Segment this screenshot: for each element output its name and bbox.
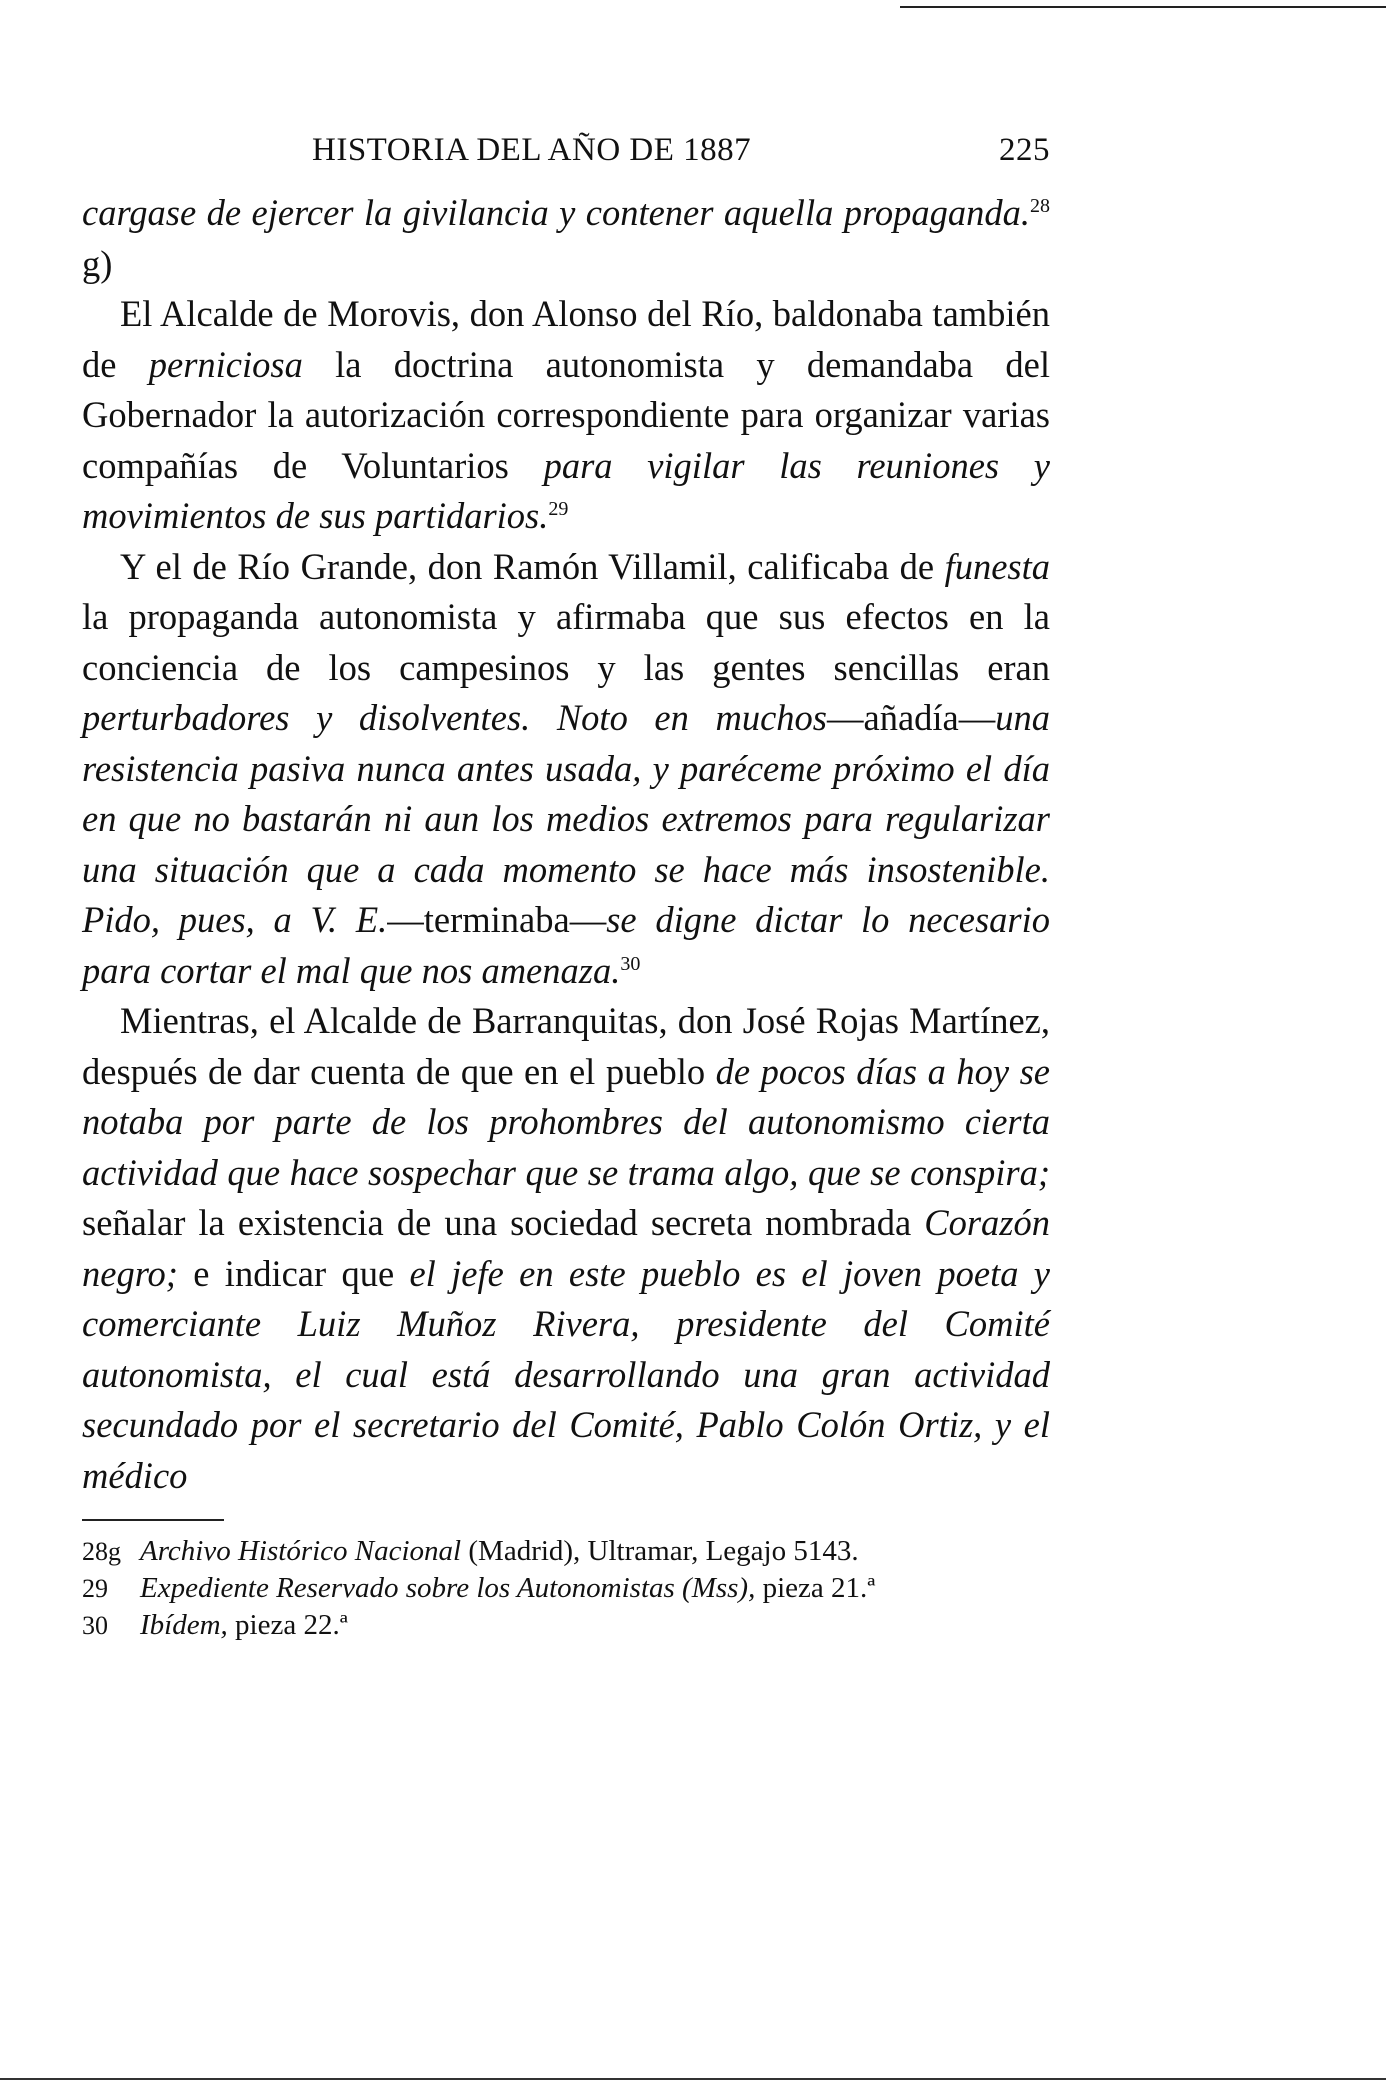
page-number: 225 xyxy=(999,132,1050,168)
italic-run: una resistencia pasiva nunca antes usada, y paréceme próximo el día en que no bastarán ni aun los medios extremos para regularizar una situación que a cada momento se hace más insostenible. Pido, pues, a V. E. xyxy=(82,697,1050,940)
italic-run: el jefe en este pueblo es el joven poeta y comerciante Luiz Muñoz Rivera, presidente del Comité autonomista, el cual está desarrollando una gran actividad secundado por el secretario del Comité, Pablo Colón Ortiz, y el médico xyxy=(82,1252,1050,1496)
body-text xyxy=(82,188,1050,1501)
footnote-number: 30 xyxy=(82,1611,108,1640)
bottom-edge-rule xyxy=(0,2078,1386,2080)
text-run: Y el de Río Grande, don Ramón Villamil, calificaba de xyxy=(120,545,945,587)
text-run: —añadía— xyxy=(827,697,996,738)
text-run: (Madrid), Ultramar, Legajo 5143. xyxy=(461,1535,859,1567)
paragraph xyxy=(82,542,1050,997)
footnote-number: 28g xyxy=(82,1537,121,1566)
text-run: pieza 21.ª xyxy=(755,1572,876,1604)
italic-run: Expediente Reservado sobre los Autonomistas (Mss), xyxy=(140,1572,756,1604)
text-run: —terminaba— xyxy=(387,899,607,940)
footnote-text xyxy=(140,1572,875,1604)
text-run: la doctrina autonomista y demandaba del Gobernador la autorización correspondiente para organizar varias compañías de Voluntarios xyxy=(82,343,1050,486)
italic-run: de pocos días a hoy se notaba por parte de los prohombres del autonomismo cierta actividad que hace sospechar que se trama algo, que se conspira; xyxy=(82,1050,1050,1193)
text-run: e indicar que xyxy=(177,1252,410,1294)
footnote-text xyxy=(140,1535,859,1567)
book-page xyxy=(82,132,1050,1646)
footnote xyxy=(82,1535,1050,1568)
footnote-ref: 29 xyxy=(548,497,569,520)
paragraph xyxy=(82,289,1050,542)
italic-run: Corazón negro; xyxy=(82,1202,1050,1294)
italic-run: se digne dictar lo necesario para cortar el mal que nos amenaza. xyxy=(82,899,1050,991)
italic-run: funesta xyxy=(944,545,1050,587)
text-run: El Alcalde de Morovis, don Alonso del Río, baldonaba también de xyxy=(82,293,1050,385)
text-run: pieza 22.ª xyxy=(227,1609,348,1641)
footnote-text xyxy=(140,1609,348,1641)
footnote-divider xyxy=(82,1519,224,1521)
text-run: Mientras, el Alcalde de Barranquitas, don José Rojas Martínez, después de dar cuenta de que en el pueblo xyxy=(82,1000,1050,1092)
italic-run: Archivo Histórico Nacional xyxy=(140,1535,462,1567)
footnote xyxy=(82,1609,1050,1642)
footnote-number: 29 xyxy=(82,1574,108,1603)
top-edge-rule xyxy=(900,6,1386,8)
text-run: g) xyxy=(82,242,113,284)
running-header xyxy=(82,132,1050,182)
italic-run: perturbadores y disolventes. Noto en muchos xyxy=(82,697,827,738)
footnote xyxy=(82,1572,1050,1605)
text-run: la propaganda autonomista y afirmaba que sus efectos en la conciencia de los campesinos y las gentes sencillas eran xyxy=(82,596,1050,688)
paragraph xyxy=(82,996,1050,1501)
italic-run: Ibídem, xyxy=(140,1609,228,1641)
footnote-ref: 30 xyxy=(620,952,641,975)
paragraph xyxy=(82,188,1050,289)
italic-run: para vigilar las reuniones y movimientos de sus partidarios. xyxy=(82,444,1050,536)
italic-run: perniciosa xyxy=(148,343,303,385)
footnote-ref: 28 xyxy=(1030,194,1050,217)
italic-run: cargase de ejercer la givilancia y contener aquella propaganda. xyxy=(82,192,1030,233)
text-run: señalar la existencia de una sociedad secreta nombrada xyxy=(82,1202,925,1243)
running-title: HISTORIA DEL AÑO DE 1887 xyxy=(312,132,752,168)
footnotes xyxy=(82,1535,1050,1642)
